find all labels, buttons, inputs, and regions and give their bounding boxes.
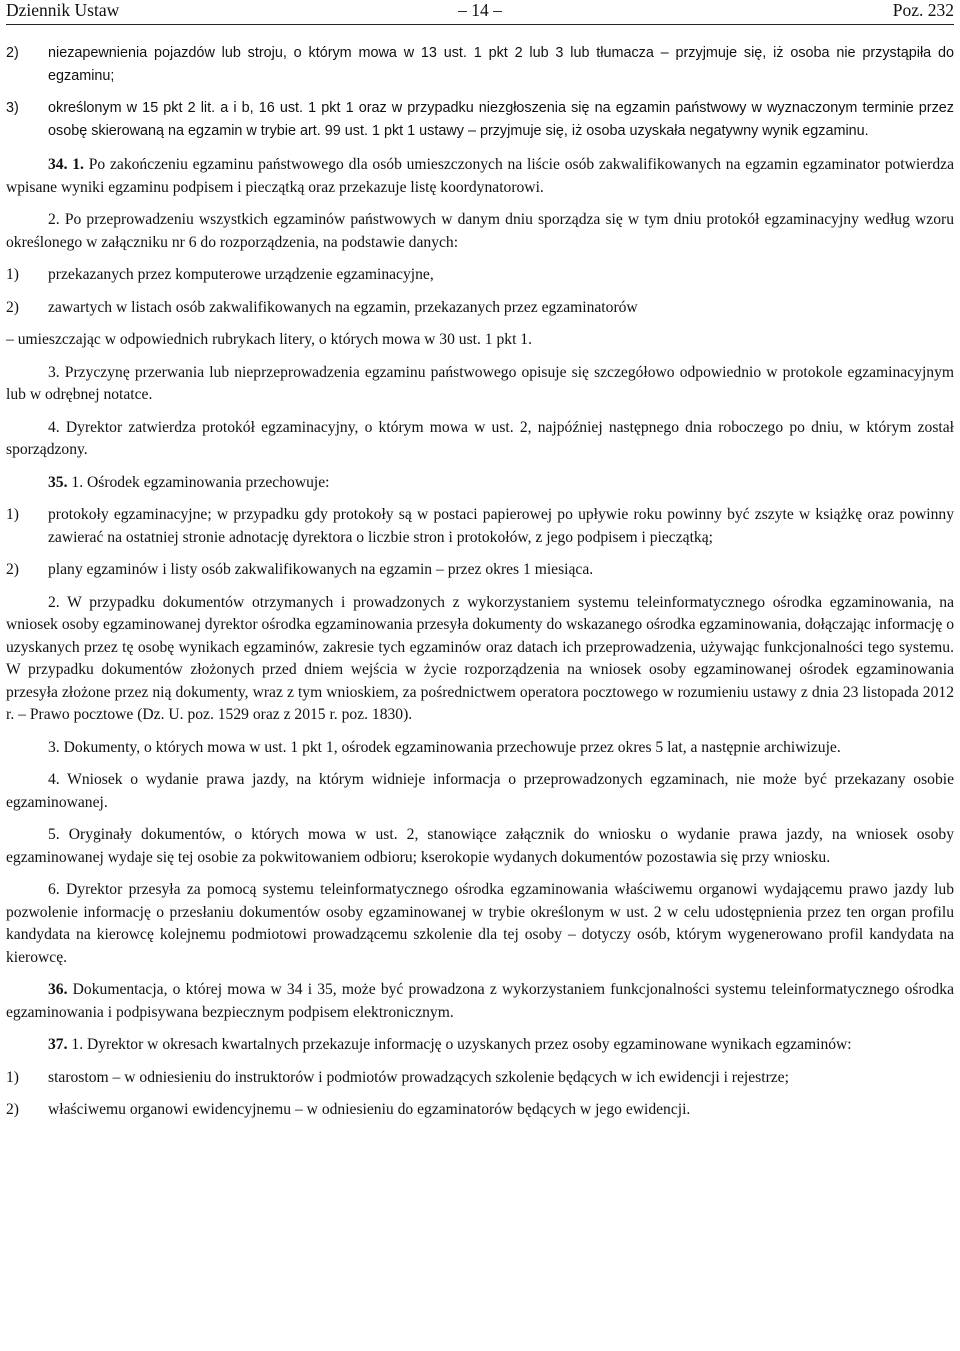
list-text: starostom – w odniesieniu do instruktorów i podmiotów prowadzących szkolenie będących w ich ewidencji i rejestrze;: [48, 1068, 789, 1086]
list-number: 1): [6, 266, 19, 283]
paragraph-34-2: 2. Po przeprowadzeniu wszystkich egzaminów państwowych w danym dniu sporządza się w tym dniu protokół egzaminacyjny według wzoru określonego w załączniku nr 6 do rozporządzenia, na podstawie danych:: [6, 211, 954, 251]
section-34-heading: 34. 1.: [48, 156, 84, 173]
page-header: [6, 0, 954, 22]
list-number: 1): [6, 506, 19, 523]
paragraph-text: 1. Dyrektor w okresach kwartalnych przekazuje informację o uzyskanych przez osoby egzaminowane wynikach egzaminów:: [67, 1036, 852, 1053]
section-35-heading: 35.: [48, 473, 68, 491]
paragraph-34-3: 3. Przyczynę przerwania lub nieprzeprowadzenia egzaminu państwowego opisuje się szczegółowo odpowiednio w protokole egzaminacyjnym lub w odrębnej notatce.: [6, 363, 954, 403]
paragraph-34-1: [6, 154, 954, 199]
paragraph-37-1: [6, 1034, 954, 1057]
document-body: [6, 42, 954, 1122]
section-37-heading: 37.: [48, 1036, 68, 1053]
list-text: protokoły egzaminacyjne; w przypadku gdy protokoły są w postaci papierowej po upływie roku powinny być zszyte w książkę oraz powinny zawierać na ostatniej stronie adnotację dyrektora o liczbie stron i protokołów, z jego podpisem i pieczątką;: [48, 506, 954, 546]
position-number: Poz. 232: [892, 0, 954, 20]
paragraph-34-4: 4. Dyrektor zatwierdza protokół egzaminacyjny, o którym mowa w ust. 2, najpóźniej następnego dnia roboczego po dniu, w którym został sporządzony.: [6, 418, 954, 458]
list-item: [6, 42, 954, 87]
journal-title: Dziennik Ustaw: [6, 0, 120, 20]
list-item: [6, 97, 954, 142]
paragraph-text: 1. Ośrodek egzaminowania przechowuje:: [67, 473, 330, 491]
paragraph-text: Dokumentacja, o której mowa w 34 i 35, może być prowadzona z wykorzystaniem funkcjonalności systemu teleinformatycznego ośrodka egzaminowania i podpisywana bezpiecznym podpisem elektronicznym.: [6, 981, 954, 1021]
list-item: [6, 264, 954, 287]
list-number: 2): [6, 561, 19, 578]
list-text: zawartych w listach osób zakwalifikowanych na egzamin, przekazanych przez egzaminatorów: [48, 298, 638, 316]
list-item: [6, 1099, 954, 1122]
paragraph-35-6: 6. Dyrektor przesyła za pomocą systemu teleinformatycznego ośrodka egzaminowania właściwemu organowi wydającemu prawo jazdy lub pozwolenie informację o przesłaniu dokumentów osoby egzaminowanej w trybie określonym w ust. 2 w celu udostępnienia przez ten organ profilu kandydata na kierowcę kolejnemu podmiotowi prowadzącemu szkolenie dla tej osoby – dotyczy osób, którym wygenerowano profil kandydata na kierowcę.: [6, 881, 954, 966]
section-36-heading: 36.: [48, 981, 68, 998]
paragraph-35-5: 5. Oryginały dokumentów, o których mowa w ust. 2, stanowiące załącznik do wniosku o wydanie prawa jazdy, na wniosek osoby egzaminowanej wydaje się tej osobie za pokwitowaniem odbioru; kserokopie wydanych dokumentów pozostawia się przy wniosku.: [6, 826, 954, 866]
list-text: przekazanych przez komputerowe urządzenie egzaminacyjne,: [48, 266, 434, 283]
paragraph-35-3: 3. Dokumenty, o których mowa w ust. 1 pkt 1, ośrodek egzaminowania przechowuje przez okres 5 lat, a następnie archiwizuje.: [48, 738, 841, 756]
paragraph-35-2: 2. W przypadku dokumentów otrzymanych i prowadzonych z wykorzystaniem systemu teleinformatycznego ośrodka egzaminowania, na wniosek osoby egzaminowanej dyrektor ośrodka egzaminowania przesyła dokumenty do wskazanego ośrodka egzaminowania, dołączając informację o uzyskanych przez tę osobę wynikach egzaminów, zakresie tych egzaminów oraz datach ich przeprowadzenia, używając funkcjonalności tego systemu. W przypadku dokumentów złożonych przed dniem wejścia w życie rozporządzenia na wniosek osoby egzaminowanej ośrodek egzaminowania przesyła złożone przez nią dokumenty, wraz z tym wnioskiem, za pośrednictwem operatora pocztowego w rozumieniu ustawy z dnia 23 listopada 2012 r. – Prawo pocztowe (Dz. U. poz. 1529 oraz z 2015 r. poz. 1830).: [6, 593, 954, 723]
paragraph-35-1: [6, 472, 954, 495]
list-text: właściwemu organowi ewidencyjnemu – w odniesieniu do egzaminatorów będących w jego ewidencji.: [48, 1101, 691, 1118]
list-number: 2): [6, 45, 19, 61]
list-number: 1): [6, 1068, 19, 1086]
list-text: określonym w 15 pkt 2 lit. a i b, 16 ust. 1 pkt 1 oraz w przypadku niezgłoszenia się na egzamin państwowy w wyznaczonym terminie przez osobę skierowaną na egzamin w trybie art. 99 ust. 1 pkt 1 ustawy – przyjmuje się, iż osoba uzyskała negatywny wynik egzaminu.: [48, 100, 954, 139]
paragraph-text: Po zakończeniu egzaminu państwowego dla osób umieszczonych na liście osób zakwalifikowanych na egzamin egzaminator potwierdza wpisane wyniki egzaminu podpisem i pieczątką oraz przekazuje listę koordynatorowi.: [6, 156, 954, 196]
list-number: 2): [6, 1101, 19, 1118]
header-rule: [6, 24, 954, 25]
paragraph-34-2-tail: – umieszczając w odpowiednich rubrykach litery, o których mowa w 30 ust. 1 pkt 1.: [6, 331, 533, 348]
list-item: [6, 504, 954, 549]
list-item: [6, 1067, 954, 1090]
list-number: 3): [6, 100, 19, 116]
list-item: [6, 559, 954, 582]
list-text: niezapewnienia pojazdów lub stroju, o którym mowa w 13 ust. 1 pkt 2 lub 3 lub tłumacza – przyjmuje się, iż osoba nie przystąpiła do egzaminu;: [48, 45, 954, 84]
page-number: – 14 –: [458, 0, 502, 20]
paragraph-35-4: 4. Wniosek o wydanie prawa jazdy, na którym widnieje informacja o przeprowadzonych egzaminach, nie może być przekazany osobie egzaminowanej.: [6, 771, 954, 811]
list-text: plany egzaminów i listy osób zakwalifikowanych na egzamin – przez okres 1 miesiąca.: [48, 561, 594, 578]
list-item: [6, 297, 954, 320]
list-number: 2): [6, 298, 19, 316]
paragraph-36: [6, 979, 954, 1024]
